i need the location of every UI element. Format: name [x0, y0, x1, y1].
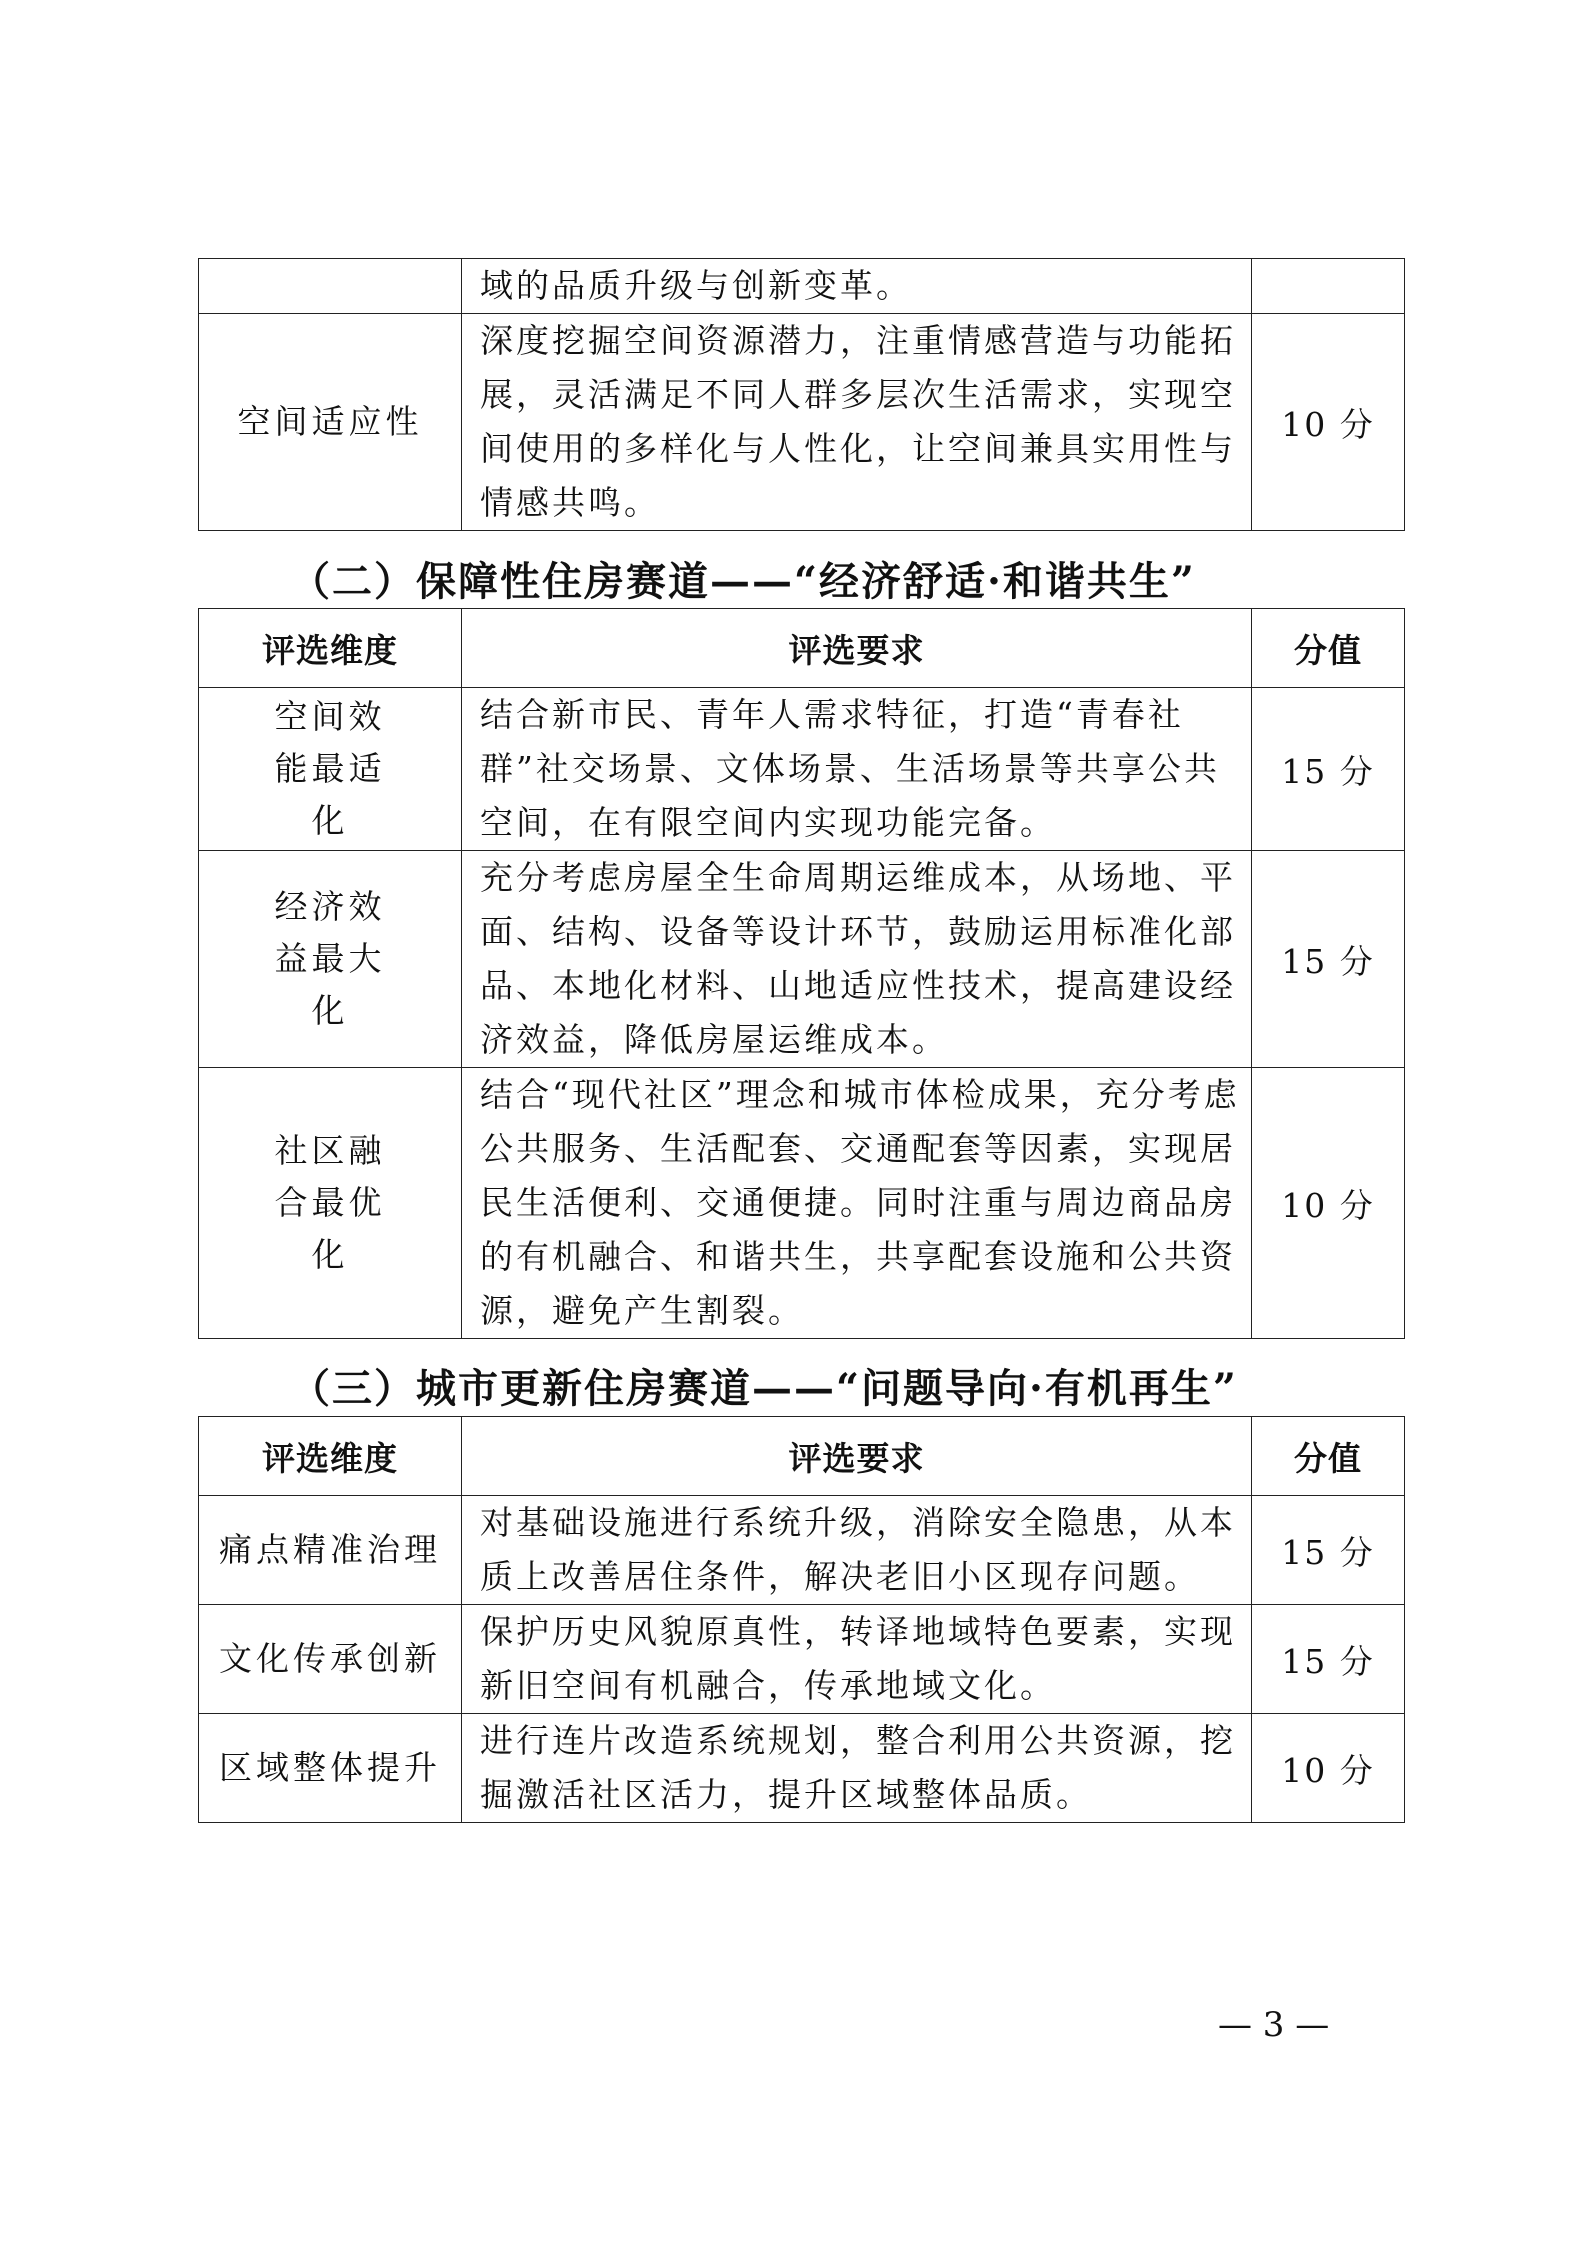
table-row	[199, 259, 1405, 314]
header-score: 分值	[1252, 609, 1405, 688]
dimension-cell: 经济效益最大化	[199, 851, 462, 1068]
score-cell: 15 分	[1252, 1605, 1405, 1714]
requirement-cell: 结合新市民、青年人需求特征，打造“青春社群”社交场景、文体场景、生活场景等共享公共空间，在有限空间内实现功能完备。	[462, 688, 1252, 851]
table-row	[199, 1496, 1405, 1605]
score-cell: 10 分	[1252, 1068, 1405, 1339]
score-cell	[1252, 259, 1405, 314]
header-dimension: 评选维度	[199, 609, 462, 688]
score-cell: 15 分	[1252, 688, 1405, 851]
table-header-row	[199, 609, 1405, 688]
requirement-cell: 进行连片改造系统规划，整合利用公共资源，挖掘激活社区活力，提升区域整体品质。	[462, 1714, 1252, 1823]
dimension-cell: 文化传承创新	[199, 1605, 462, 1714]
requirement-cell: 充分考虑房屋全生命周期运维成本，从场地、平面、结构、设备等设计环节，鼓励运用标准化部品、本地化材料、山地适应性技术，提高建设经济效益，降低房屋运维成本。	[462, 851, 1252, 1068]
table-row	[199, 1605, 1405, 1714]
score-cell: 15 分	[1252, 851, 1405, 1068]
score-cell: 10 分	[1252, 314, 1405, 531]
score-cell: 15 分	[1252, 1496, 1405, 1605]
header-score: 分值	[1252, 1417, 1405, 1496]
requirement-cell: 结合“现代社区”理念和城市体检成果，充分考虑公共服务、生活配套、交通配套等因素，实现居民生活便利、交通便捷。同时注重与周边商品房的有机融合、和谐共生，共享配套设施和公共资源，避免产生割裂。	[462, 1068, 1252, 1339]
table-row	[199, 851, 1405, 1068]
dimension-cell: 空间效能最适化	[199, 688, 462, 851]
requirement-cell: 对基础设施进行系统升级，消除安全隐患，从本质上改善居住条件，解决老旧小区现存问题。	[462, 1496, 1252, 1605]
header-requirement: 评选要求	[462, 1417, 1252, 1496]
requirement-cell: 保护历史风貌原真性，转译地域特色要素，实现新旧空间有机融合，传承地域文化。	[462, 1605, 1252, 1714]
requirement-cell: 域的品质升级与创新变革。	[462, 259, 1252, 314]
affordable-housing-table	[198, 608, 1405, 1339]
requirement-cell: 深度挖掘空间资源潜力，注重情感营造与功能拓展，灵活满足不同人群多层次生活需求，实现空间使用的多样化与人性化，让空间兼具实用性与情感共鸣。	[462, 314, 1252, 531]
dimension-cell: 社区融合最优化	[199, 1068, 462, 1339]
dimension-cell: 痛点精准治理	[199, 1496, 462, 1605]
section-title: （三）城市更新住房赛道——“问题导向·有机再生”	[290, 1365, 1238, 1412]
table-row	[199, 1714, 1405, 1823]
dimension-cell	[199, 259, 462, 314]
section-title: （二）保障性住房赛道——“经济舒适·和谐共生”	[290, 558, 1196, 605]
score-cell: 10 分	[1252, 1714, 1405, 1823]
table-row	[199, 314, 1405, 531]
table-header-row	[199, 1417, 1405, 1496]
urban-renewal-table	[198, 1416, 1405, 1823]
table-row	[199, 1068, 1405, 1339]
dimension-cell: 区域整体提升	[199, 1714, 462, 1823]
header-requirement: 评选要求	[462, 609, 1252, 688]
page-number: — 3 —	[1218, 2005, 1330, 2045]
table-row	[199, 688, 1405, 851]
header-dimension: 评选维度	[199, 1417, 462, 1496]
dimension-cell: 空间适应性	[199, 314, 462, 531]
continuation-table	[198, 258, 1405, 531]
